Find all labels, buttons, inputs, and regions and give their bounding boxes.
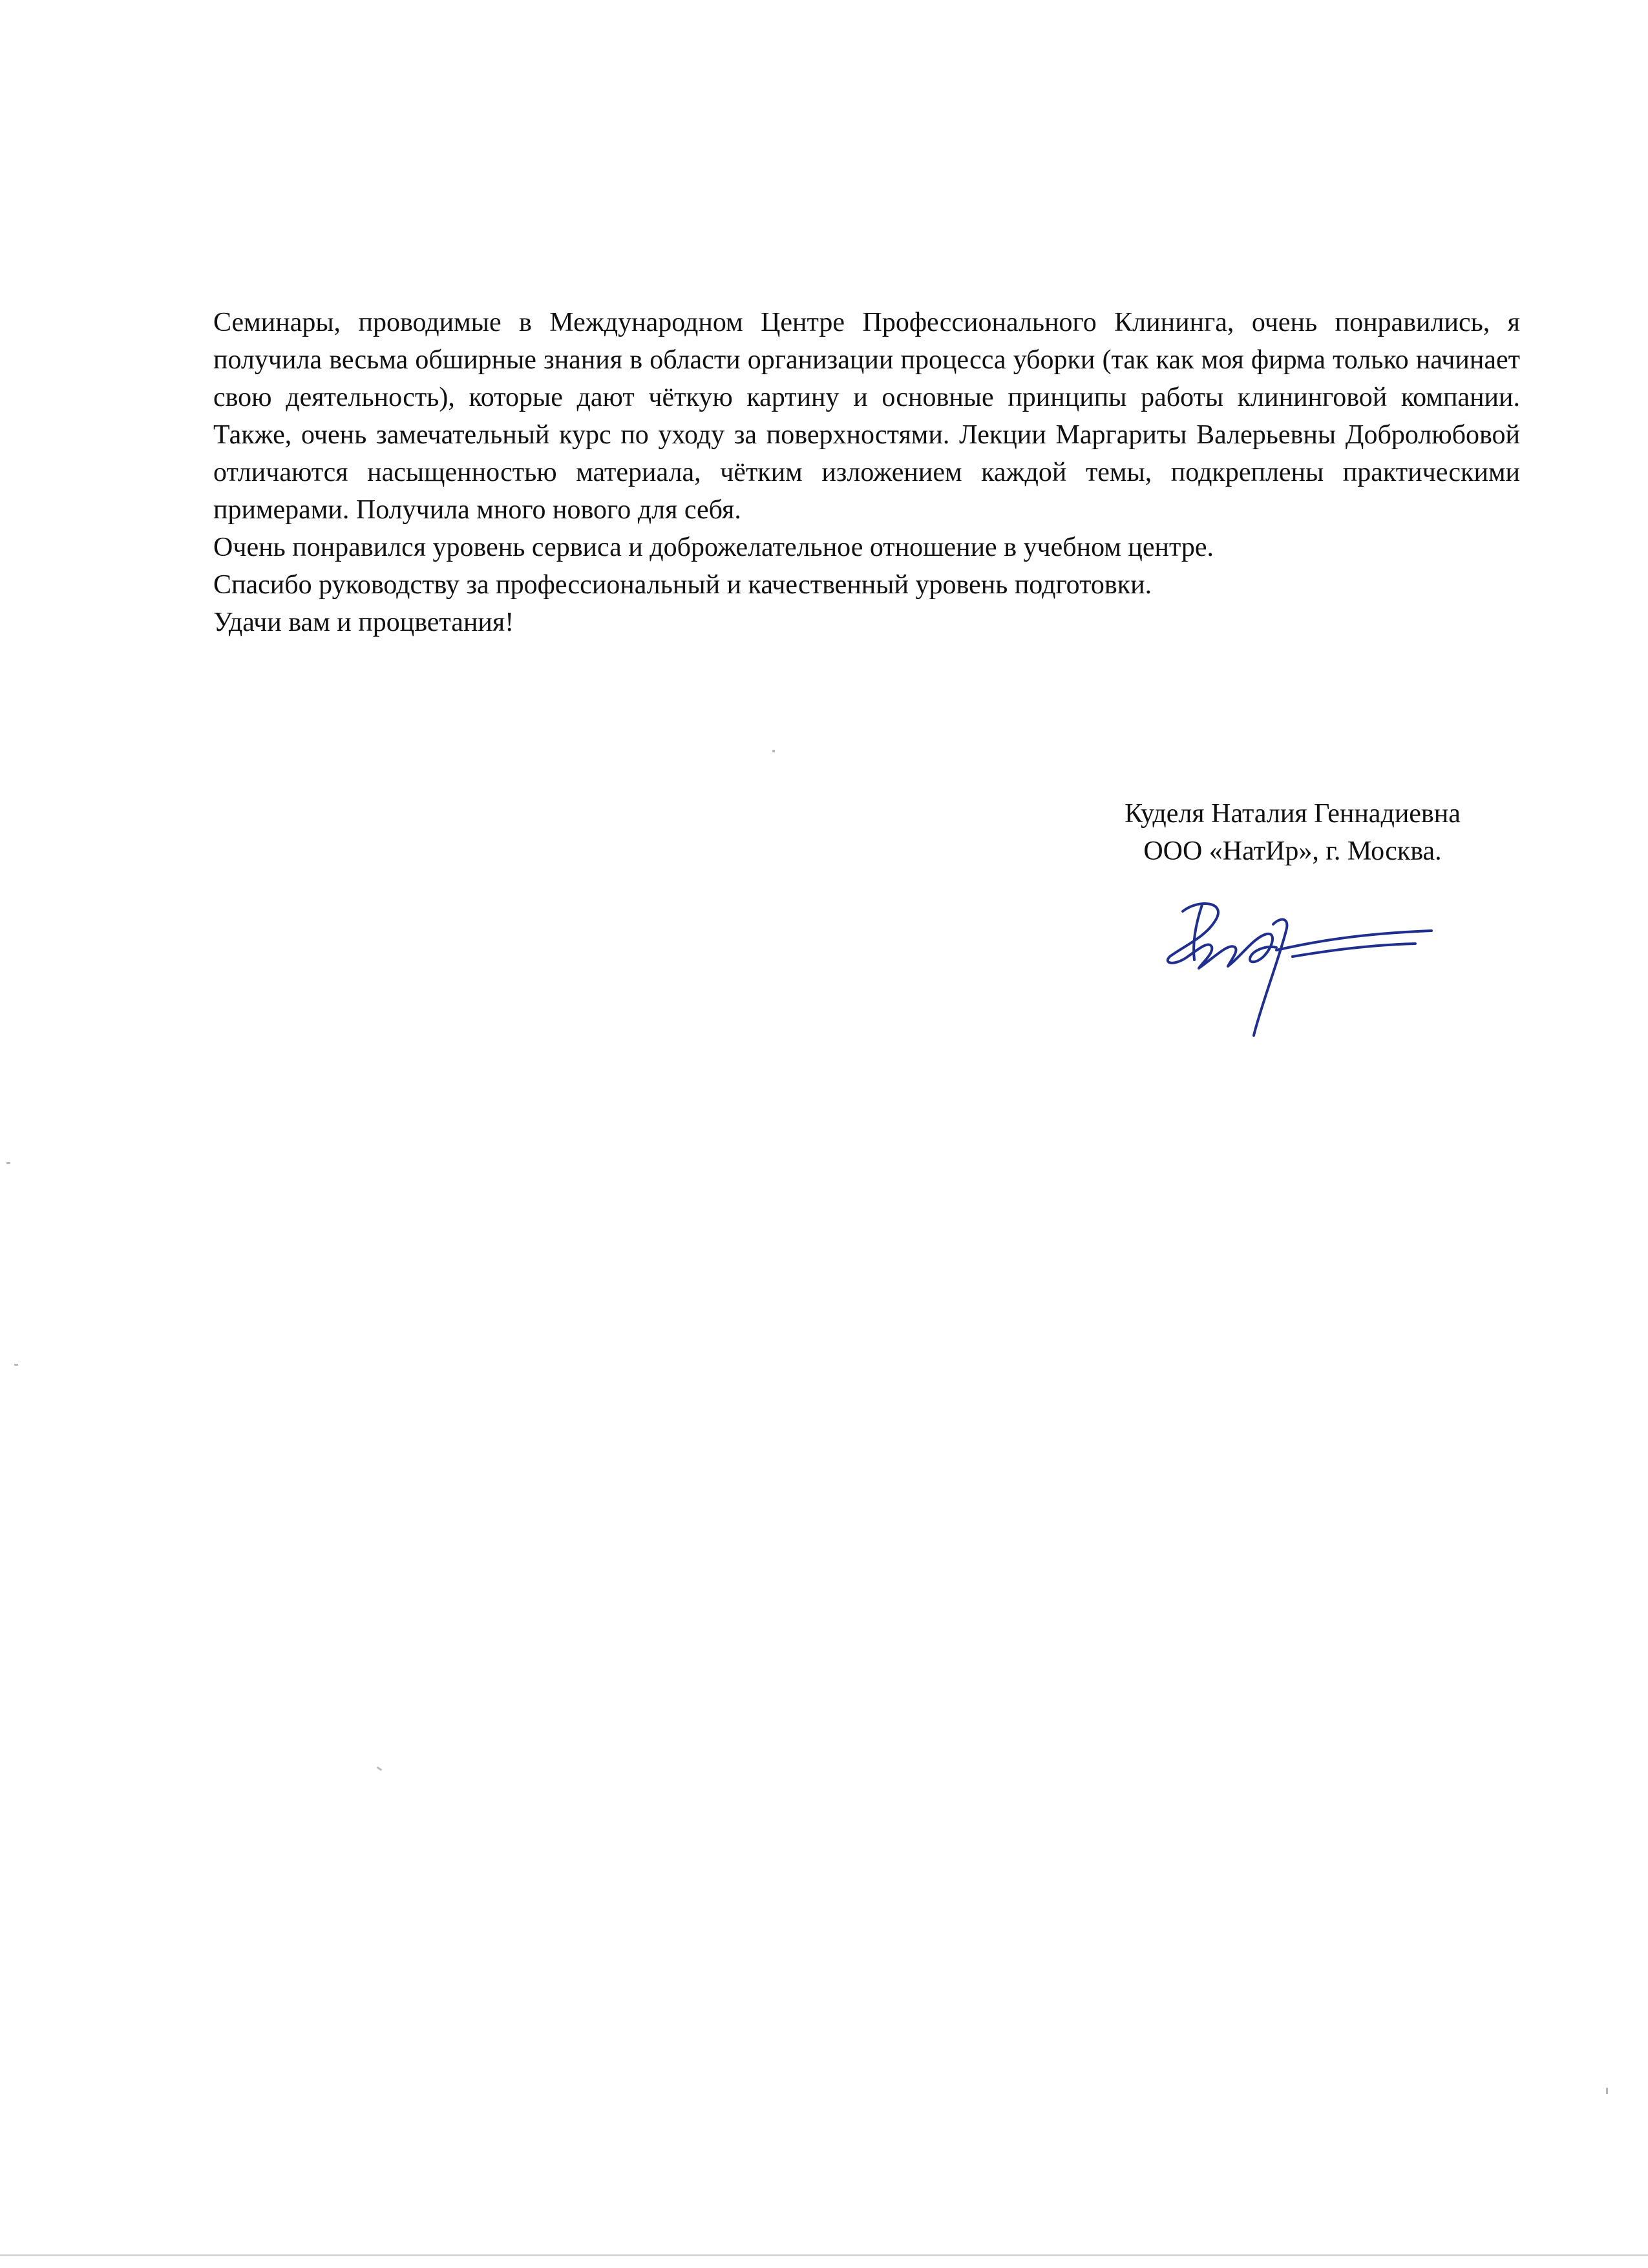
scan-mark [14, 1364, 18, 1366]
page-edge-line [0, 2254, 1648, 2256]
scan-mark [772, 750, 775, 752]
signature-block [1060, 795, 1525, 870]
letter-body [213, 304, 1520, 641]
thanks-line: Спасибо руководству за профессиональный и качественный уровень подготовки. [213, 570, 1152, 600]
signatory-name: Куделя Наталия Геннадиевна [1125, 799, 1461, 829]
service-line: Очень понравился уровень сервиса и доброжелательное отношение в учебном центре. [213, 533, 1214, 562]
wishes-line: Удачи вам и процветания! [213, 608, 514, 637]
letter-paragraph: Семинары, проводимые в Международном Центре Профессионального Клининга, очень понравились, я получила весьма обширные знания в области организации процесса уборки (так как моя фирма только начинает свою деятельность), которые дают чёткую картину и основные принципы работы клининговой компании. Также, очень замечательный курс по уходу за поверхностями. Лекции Маргариты Валерьевны Добролюбовой отличаются насыщенностью материала, чётким изложением каждой темы, подкреплены практическими примерами. Получила много нового для себя. [213, 308, 1520, 525]
scan-mark [6, 1162, 10, 1164]
scan-mark [1606, 2088, 1608, 2094]
scan-mark [377, 1766, 382, 1771]
signatory-company: ООО «НатИр», г. Москва. [1143, 836, 1442, 866]
handwritten-signature [1137, 885, 1435, 1041]
